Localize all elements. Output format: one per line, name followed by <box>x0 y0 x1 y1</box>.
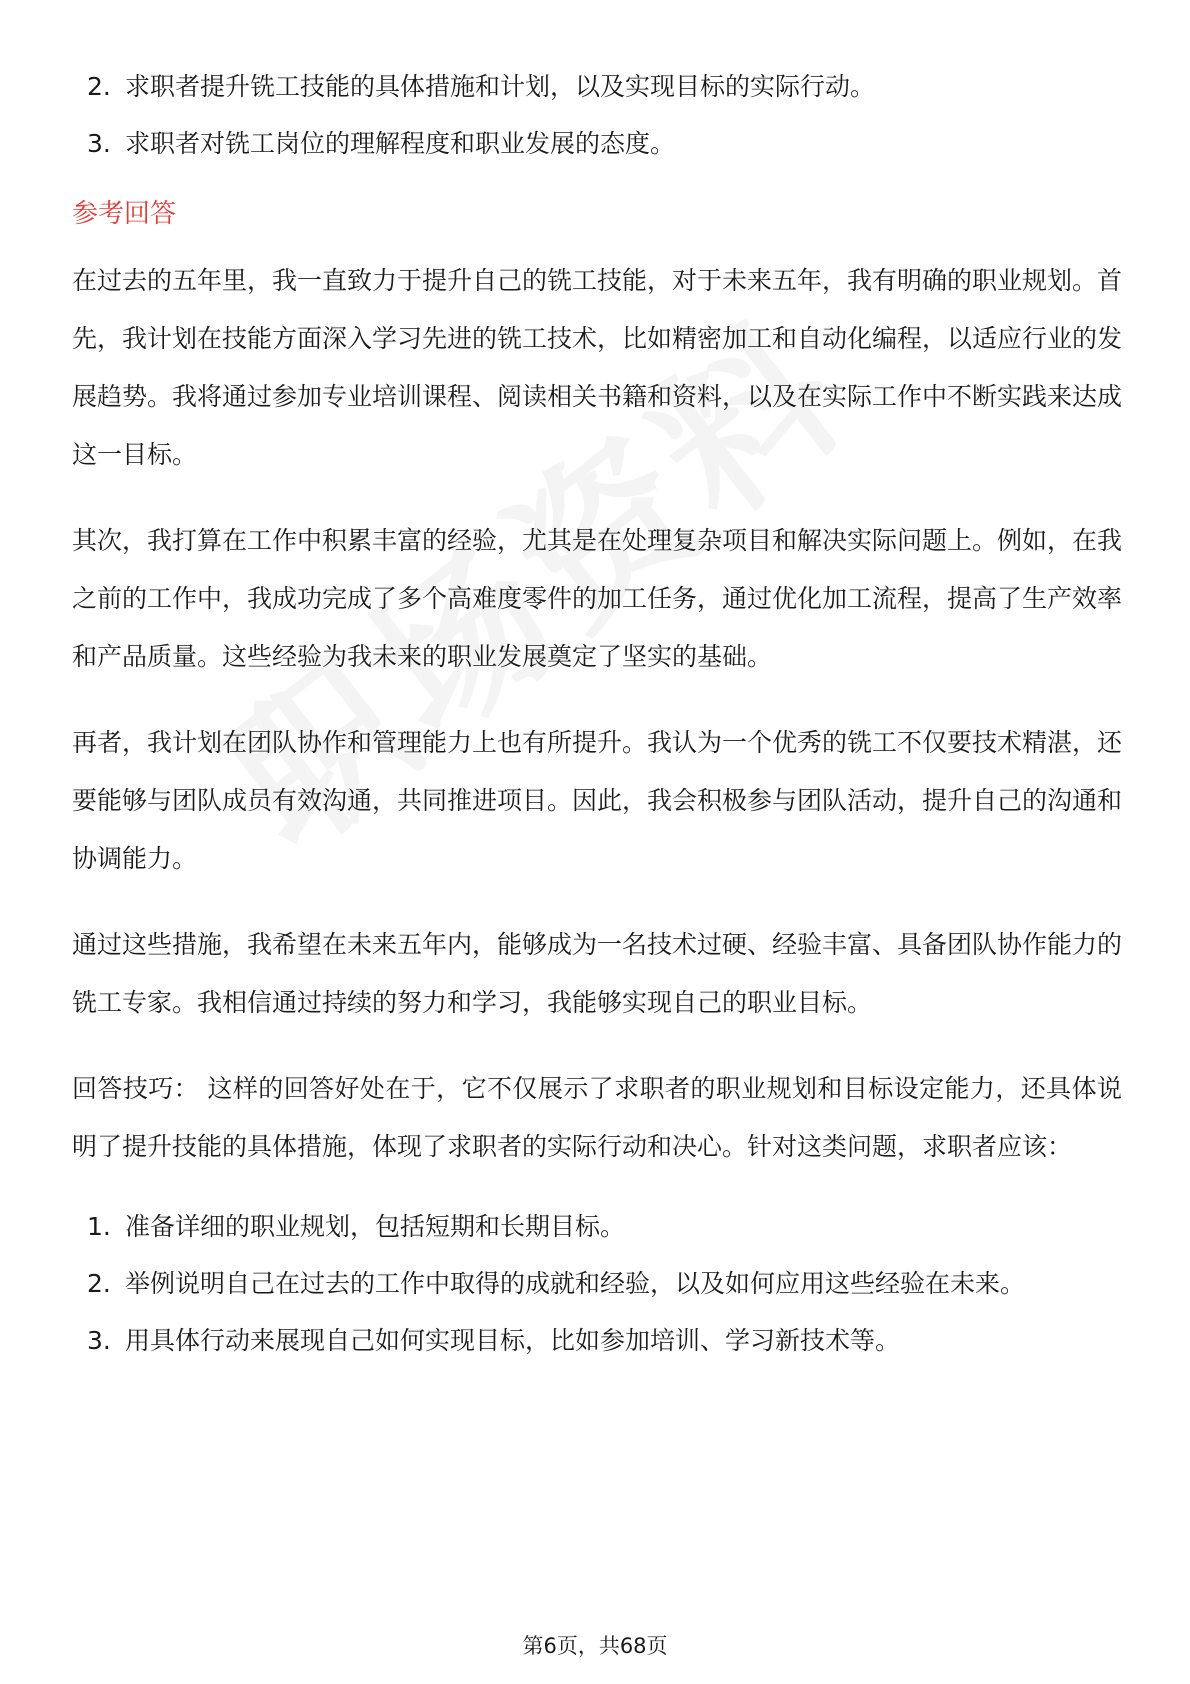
section-heading: 参考回答 <box>72 199 177 229</box>
top-numbered-list <box>72 58 1122 172</box>
page-number-footer: 第6页，共68页 <box>522 1634 668 1658</box>
list-number: 3. <box>87 129 111 158</box>
list-number: 2. <box>87 1269 111 1298</box>
answer-paragraph: 其次，我打算在工作中积累丰富的经验，尤其是在处理复杂项目和解决实际问题上。例如，在我之前的工作中，我成功完成了多个高难度零件的加工任务，通过优化加工流程，提高了生产效率和产品质量。这些经验为我未来的职业发展奠定了坚实的基础。 <box>72 526 1123 671</box>
list-item-text: 举例说明自己在过去的工作中取得的成就和经验，以及如何应用这些经验在未来。 <box>125 1269 1026 1298</box>
list-number: 1. <box>87 1212 111 1241</box>
list-item <box>72 115 1122 172</box>
list-item-text: 求职者提升铣工技能的具体措施和计划，以及实现目标的实际行动。 <box>125 72 876 101</box>
list-item-text: 求职者对铣工岗位的理解程度和职业发展的态度。 <box>125 129 676 158</box>
bottom-numbered-list <box>72 1198 1122 1369</box>
list-item-text: 准备详细的职业规划，包括短期和长期目标。 <box>125 1212 626 1241</box>
list-item <box>72 1312 1122 1369</box>
answer-paragraph: 再者，我计划在团队协作和管理能力上也有所提升。我认为一个优秀的铣工不仅要技术精湛，还要能够与团队成员有效沟通，共同推进项目。因此，我会积极参与团队活动，提升自己的沟通和协调能力。 <box>72 728 1123 873</box>
answer-paragraph: 通过这些措施，我希望在未来五年内，能够成为一名技术过硬、经验丰富、具备团队协作能力的铣工专家。我相信通过持续的努力和学习，我能够实现自己的职业目标。 <box>72 930 1123 1017</box>
list-item-text: 用具体行动来展现自己如何实现目标，比如参加培训、学习新技术等。 <box>125 1326 901 1355</box>
list-number: 2. <box>87 72 111 101</box>
list-item <box>72 58 1122 115</box>
answer-paragraph: 在过去的五年里，我一直致力于提升自己的铣工技能，对于未来五年，我有明确的职业规划。首先，我计划在技能方面深入学习先进的铣工技术，比如精密加工和自动化编程，以适应行业的发展趋势。我将通过参加专业培训课程、阅读相关书籍和资料，以及在实际工作中不断实践来达成这一目标。 <box>72 266 1123 469</box>
tip-paragraph: 回答技巧： 这样的回答好处在于，它不仅展示了求职者的职业规划和目标设定能力，还具体说明了提升技能的具体措施，体现了求职者的实际行动和决心。针对这类问题，求职者应该： <box>72 1074 1122 1161</box>
list-item <box>72 1255 1122 1312</box>
page-content <box>72 58 1122 1369</box>
list-number: 3. <box>87 1326 111 1355</box>
list-item <box>72 1198 1122 1255</box>
